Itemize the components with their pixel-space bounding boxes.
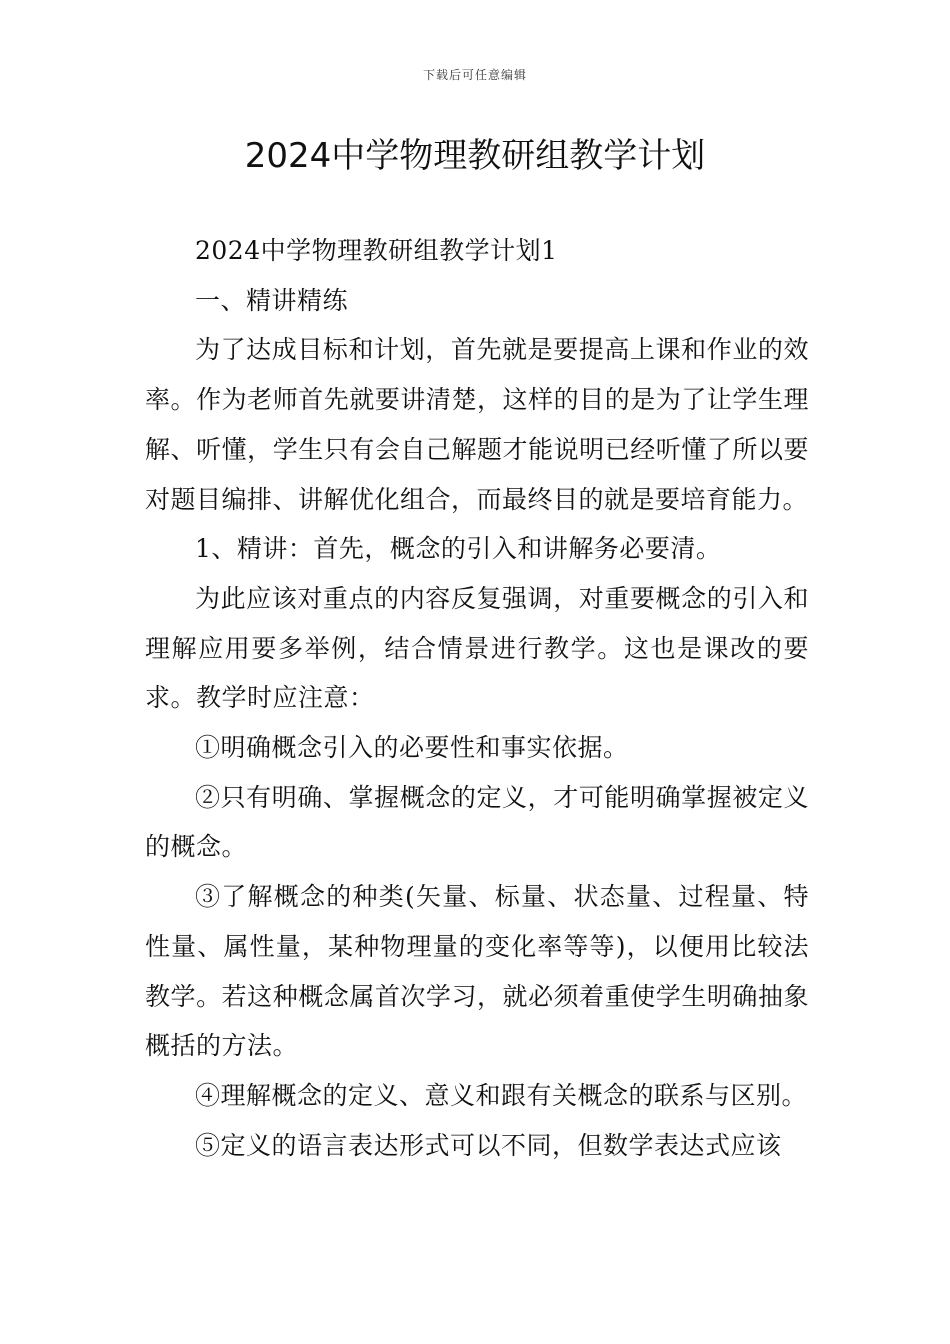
header-note: 下载后可任意编辑 [422,68,527,82]
paragraph: 为此应该对重点的内容反复强调，对重要概念的引入和理解应用要多举例，结合情景进行教学。这也是课改的要求。教学时应注意： [145,583,809,713]
list-item: ③了解概念的种类(矢量、标量、状态量、过程量、特性量、属性量，某种物理量的变化率等等)，以便用比较法教学。若这种概念属首次学习，就必须着重使学生明确抽象概括的方法。 [145,882,809,1061]
document-body [145,226,809,1170]
list-item: ②只有明确、掌握概念的定义，才可能明确掌握被定义的概念。 [145,782,809,862]
list-item: ④理解概念的定义、意义和跟有关概念的联系与区别。 [195,1080,808,1110]
document-title: 2024中学物理教研组教学计划 [244,136,706,176]
paragraph-subtitle: 2024中学物理教研组教学计划1 [195,236,558,265]
paragraph: 为了达成目标和计划，首先就是要提高上课和作业的效率。作为老师首先就要讲清楚，这样的目的是为了让学生理解、听懂，学生只有会自己解题才能说明已经听懂了所以要对题目编排、讲解优化组合，而最终目的就是要培育能力。 [145,335,809,514]
paragraph: 1、精讲：首先，概念的引入和讲解务必要清。 [195,534,722,564]
list-item: ①明确概念引入的必要性和事实依据。 [195,733,629,763]
list-item: ⑤定义的语言表达形式可以不同，但数学表达式应该 [195,1130,782,1160]
paragraph-section-heading: 一、精讲精练 [195,285,349,315]
